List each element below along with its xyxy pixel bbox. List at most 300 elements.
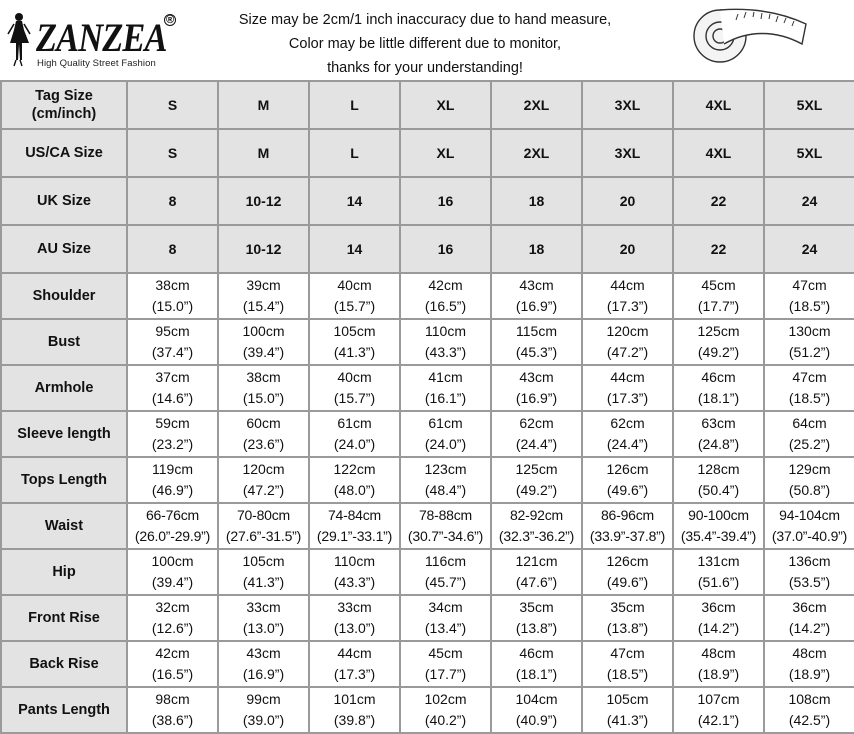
cm-value: 39cm [246,277,281,293]
cm-value: 125cm [515,461,558,477]
cm-value: 63cm [701,415,736,431]
inch-value: (15.7”) [333,298,376,314]
measurement-cell [582,411,673,457]
measurement-cell [127,457,218,503]
cm-value: 61cm [337,415,372,431]
cm-value: 34cm [428,599,463,615]
woman-silhouette-icon [2,10,38,68]
inch-value: (41.3”) [242,574,285,590]
measurement-cell [309,641,400,687]
inch-value: (33.9”-37.8”) [589,528,666,544]
cm-value: 130cm [788,323,831,339]
inch-value: (17.7”) [424,666,467,682]
row-label: Bust [1,319,127,365]
cm-value: 47cm [610,645,645,661]
measurement-row [1,687,854,733]
measurement-cell [400,319,491,365]
measurement-row [1,595,854,641]
measurement-cell [764,687,854,733]
size-cell: 24 [764,225,854,273]
measurement-row [1,365,854,411]
measurement-cell [309,365,400,411]
measurement-cell [673,687,764,733]
measurement-cell [582,549,673,595]
measurement-cell [582,687,673,733]
size-rows [1,81,854,273]
row-label: Pants Length [1,687,127,733]
size-cell: 5XL [764,81,854,129]
inch-value: (16.5”) [424,298,467,314]
inch-value: (17.7”) [697,298,740,314]
measurement-cell [491,457,582,503]
cm-value: 40cm [337,277,372,293]
measurement-cell [400,641,491,687]
measurement-cell [127,365,218,411]
inch-value: (45.7”) [424,574,467,590]
inch-value: (49.2”) [515,482,558,498]
row-label: Back Rise [1,641,127,687]
size-cell: L [309,129,400,177]
measurement-cell [218,365,309,411]
inch-value: (15.0”) [242,390,285,406]
inch-value: (47.2”) [606,344,649,360]
measurement-cell [673,503,764,549]
inch-value: (23.6”) [242,436,285,452]
inch-value: (13.8”) [515,620,558,636]
measurement-cell [218,503,309,549]
cm-value: 107cm [697,691,740,707]
inch-value: (15.7”) [333,390,376,406]
measurement-cell [127,687,218,733]
cm-value: 36cm [792,599,827,615]
size-cell: 22 [673,225,764,273]
measurement-cell [764,549,854,595]
size-cell: 16 [400,225,491,273]
size-cell: 3XL [582,81,673,129]
inch-value: (53.5”) [788,574,831,590]
measurement-cell [309,595,400,641]
inch-value: (29.1”-33.1”) [316,528,393,544]
inch-value: (18.1”) [697,390,740,406]
measurement-cell [309,549,400,595]
measurement-cell [764,273,854,319]
inch-value: (39.0”) [242,712,285,728]
cm-value: 115cm [516,323,557,339]
measurement-cell [491,273,582,319]
measurement-cell [309,319,400,365]
inch-value: (16.1”) [424,390,467,406]
size-cell: 16 [400,177,491,225]
measurement-cell [127,549,218,595]
cm-value: 122cm [333,461,376,477]
measurement-row [1,641,854,687]
size-cell: M [218,81,309,129]
measurement-row [1,457,854,503]
row-label: US/CA Size [1,129,127,177]
cm-value: 48cm [792,645,827,661]
cm-value: 62cm [610,415,645,431]
measurement-cell [582,319,673,365]
inch-value: (16.9”) [515,390,558,406]
measurement-cell [400,273,491,319]
measurement-cell [309,411,400,457]
row-label: Tag Size (cm/inch) [1,81,127,129]
notice-line: Color may be little different due to monitor, [288,36,562,52]
measurement-cell [491,319,582,365]
cm-value: 129cm [788,461,831,477]
inch-value: (49.6”) [606,574,649,590]
measurement-cell [127,503,218,549]
cm-value: 78-88cm [418,507,473,523]
measurement-cell [764,503,854,549]
inch-value: (46.9”) [151,482,194,498]
cm-value: 33cm [246,599,281,615]
inch-value: (17.3”) [606,298,649,314]
measurement-cell [400,595,491,641]
inch-value: (18.9”) [788,666,831,682]
size-cell: 18 [491,225,582,273]
measurement-cell [127,273,218,319]
cm-value: 35cm [519,599,554,615]
measuring-tape-icon [686,4,812,68]
inch-value: (41.3”) [333,344,376,360]
inch-value: (23.2”) [151,436,194,452]
cm-value: 90-100cm [688,507,749,523]
cm-value: 38cm [246,369,281,385]
inch-value: (39.4”) [242,344,285,360]
cm-value: 42cm [155,645,190,661]
cm-value: 119cm [152,461,193,477]
size-row [1,225,854,273]
cm-value: 100cm [151,553,194,569]
inch-value: (47.2”) [242,482,285,498]
measurement-cell [582,365,673,411]
cm-value: 120cm [242,461,285,477]
inch-value: (42.1”) [697,712,740,728]
size-cell: 8 [127,225,218,273]
cm-value: 47cm [792,369,827,385]
cm-value: 61cm [428,415,463,431]
inch-value: (13.4”) [424,620,467,636]
size-cell: 20 [582,177,673,225]
cm-value: 98cm [155,691,190,707]
inch-value: (25.2”) [788,436,831,452]
cm-value: 46cm [519,645,554,661]
measurement-cell [491,641,582,687]
inch-value: (47.6”) [515,574,558,590]
size-cell: 18 [491,177,582,225]
inch-value: (43.3”) [424,344,467,360]
size-row [1,129,854,177]
measurement-cell [400,503,491,549]
cm-value: 60cm [246,415,281,431]
inch-value: (40.2”) [424,712,467,728]
measurement-cell [218,641,309,687]
measurement-cell [491,503,582,549]
cm-value: 105cm [333,323,376,339]
measurement-cell [218,549,309,595]
inch-value: (12.6”) [151,620,194,636]
measurement-cell [582,457,673,503]
notice-line: thanks for your understanding! [327,60,523,76]
measurement-cell [127,595,218,641]
inch-value: (51.6”) [697,574,740,590]
cm-value: 104cm [515,691,558,707]
header [0,0,854,80]
measurement-cell [218,273,309,319]
inch-value: (17.3”) [333,666,376,682]
cm-value: 121cm [515,553,558,569]
measurement-row [1,273,854,319]
cm-value: 105cm [606,691,649,707]
measurement-row [1,319,854,365]
inch-value: (14.2”) [697,620,740,636]
cm-value: 120cm [606,323,649,339]
inch-value: (16.5”) [151,666,194,682]
size-cell: 10-12 [218,225,309,273]
size-cell: 2XL [491,129,582,177]
cm-value: 99cm [246,691,281,707]
cm-value: 128cm [697,461,740,477]
inch-value: (16.9”) [242,666,285,682]
measurement-cell [764,641,854,687]
cm-value: 126cm [606,461,649,477]
row-label: Hip [1,549,127,595]
cm-value: 66-76cm [145,507,200,523]
size-cell: 20 [582,225,673,273]
measurement-cell [400,549,491,595]
measurement-row [1,549,854,595]
inch-value: (49.2”) [697,344,740,360]
inch-value: (14.6”) [151,390,194,406]
inch-value: (30.7”-34.6”) [407,528,484,544]
measurement-cell [673,411,764,457]
cm-value: 35cm [610,599,645,615]
size-row [1,81,854,129]
size-cell: XL [400,129,491,177]
measurement-cell [764,365,854,411]
row-label: Shoulder [1,273,127,319]
registered-mark: ® [165,14,175,26]
inch-value: (24.0”) [333,436,376,452]
cm-value: 70-80cm [236,507,291,523]
measurement-cell [582,273,673,319]
cm-value: 46cm [701,369,736,385]
inch-value: (49.6”) [606,482,649,498]
measurement-cell [582,595,673,641]
cm-value: 47cm [792,277,827,293]
cm-value: 102cm [424,691,467,707]
size-cell: 5XL [764,129,854,177]
inch-value: (16.9”) [515,298,558,314]
row-label: UK Size [1,177,127,225]
inch-value: (24.8”) [697,436,740,452]
measurement-cell [400,365,491,411]
size-chart-table [0,80,854,734]
row-label: Sleeve length [1,411,127,457]
row-label: AU Size [1,225,127,273]
size-cell: 14 [309,225,400,273]
measurement-cell [309,273,400,319]
brand-logo [2,6,182,68]
inch-value: (15.4”) [242,298,285,314]
inch-value: (14.2”) [788,620,831,636]
inch-value: (40.9”) [515,712,558,728]
cm-value: 108cm [788,691,831,707]
measurement-cell [491,595,582,641]
measurement-cell [491,411,582,457]
cm-value: 116cm [425,553,466,569]
cm-value: 32cm [155,599,190,615]
inch-value: (50.4”) [697,482,740,498]
measurement-cell [218,595,309,641]
inch-value: (24.0”) [424,436,467,452]
measurement-cell [673,319,764,365]
cm-value: 59cm [155,415,190,431]
size-row [1,177,854,225]
cm-value: 43cm [519,277,554,293]
cm-value: 110cm [334,553,375,569]
cm-value: 110cm [425,323,466,339]
cm-value: 43cm [519,369,554,385]
size-cell: M [218,129,309,177]
measurement-notice [205,8,645,80]
size-cell: 14 [309,177,400,225]
inch-value: (13.0”) [333,620,376,636]
size-cell: 8 [127,177,218,225]
measurement-cell [309,687,400,733]
cm-value: 101cm [333,691,376,707]
cm-value: 95cm [155,323,190,339]
cm-value: 40cm [337,369,372,385]
cm-value: 125cm [697,323,740,339]
cm-value: 126cm [606,553,649,569]
inch-value: (43.3”) [333,574,376,590]
size-cell: S [127,129,218,177]
measurement-cell [491,549,582,595]
size-cell: XL [400,81,491,129]
inch-value: (51.2”) [788,344,831,360]
measurement-cell [218,319,309,365]
inch-value: (42.5”) [788,712,831,728]
cm-value: 37cm [155,369,190,385]
size-cell: 2XL [491,81,582,129]
cm-value: 45cm [701,277,736,293]
cm-value: 123cm [424,461,467,477]
brand-tagline: High Quality Street Fashion [37,58,156,69]
cm-value: 38cm [155,277,190,293]
cm-value: 86-96cm [600,507,655,523]
cm-value: 44cm [337,645,372,661]
measurement-row [1,503,854,549]
measurement-cell [764,411,854,457]
measurement-cell [582,503,673,549]
measurement-cell [309,503,400,549]
cm-value: 48cm [701,645,736,661]
cm-value: 44cm [610,277,645,293]
measurement-rows [1,273,854,733]
measurement-cell [218,687,309,733]
size-cell: 3XL [582,129,673,177]
cm-value: 94-104cm [779,507,840,523]
size-cell: 22 [673,177,764,225]
measurement-cell [673,365,764,411]
inch-value: (48.4”) [424,482,467,498]
inch-value: (27.6”-31.5”) [225,528,302,544]
measurement-cell [218,457,309,503]
measurement-cell [673,595,764,641]
inch-value: (32.3”-36.2”) [498,528,575,544]
cm-value: 36cm [701,599,736,615]
cm-value: 82-92cm [509,507,564,523]
cm-value: 41cm [428,369,463,385]
cm-value: 105cm [242,553,285,569]
inch-value: (26.0”-29.9”) [134,528,211,544]
inch-value: (18.5”) [606,666,649,682]
measurement-cell [673,457,764,503]
inch-value: (18.1”) [515,666,558,682]
measurement-cell [673,641,764,687]
cm-value: 131cm [697,553,740,569]
inch-value: (37.4”) [151,344,194,360]
inch-value: (37.0”-40.9”) [771,528,848,544]
cm-value: 44cm [610,369,645,385]
measurement-cell [764,457,854,503]
row-label: Waist [1,503,127,549]
measurement-cell [582,641,673,687]
cm-value: 45cm [428,645,463,661]
cm-value: 64cm [792,415,827,431]
cm-value: 62cm [519,415,554,431]
measurement-cell [400,687,491,733]
notice-line: Size may be 2cm/1 inch inaccuracy due to hand measure, [238,12,612,28]
inch-value: (39.4”) [151,574,194,590]
inch-value: (50.8”) [788,482,831,498]
measurement-cell [764,595,854,641]
measurement-cell [127,319,218,365]
inch-value: (18.5”) [788,390,831,406]
inch-value: (45.3”) [515,344,558,360]
measurement-cell [673,273,764,319]
inch-value: (13.0”) [242,620,285,636]
row-label: Front Rise [1,595,127,641]
inch-value: (24.4”) [515,436,558,452]
measurement-cell [309,457,400,503]
measurement-cell [673,549,764,595]
measurement-cell [218,411,309,457]
inch-value: (24.4”) [606,436,649,452]
measurement-row [1,411,854,457]
brand-name: ZANZEA [36,15,167,60]
measurement-cell [491,365,582,411]
cm-value: 42cm [428,277,463,293]
cm-value: 43cm [246,645,281,661]
inch-value: (41.3”) [606,712,649,728]
inch-value: (35.4”-39.4”) [680,528,757,544]
size-cell: 10-12 [218,177,309,225]
inch-value: (48.0”) [333,482,376,498]
inch-value: (13.8”) [606,620,649,636]
size-cell: S [127,81,218,129]
cm-value: 136cm [788,553,831,569]
row-label: Tops Length [1,457,127,503]
size-cell: 4XL [673,129,764,177]
measurement-cell [491,687,582,733]
measurement-cell [764,319,854,365]
inch-value: (18.5”) [788,298,831,314]
measurement-cell [127,641,218,687]
measurement-cell [400,457,491,503]
